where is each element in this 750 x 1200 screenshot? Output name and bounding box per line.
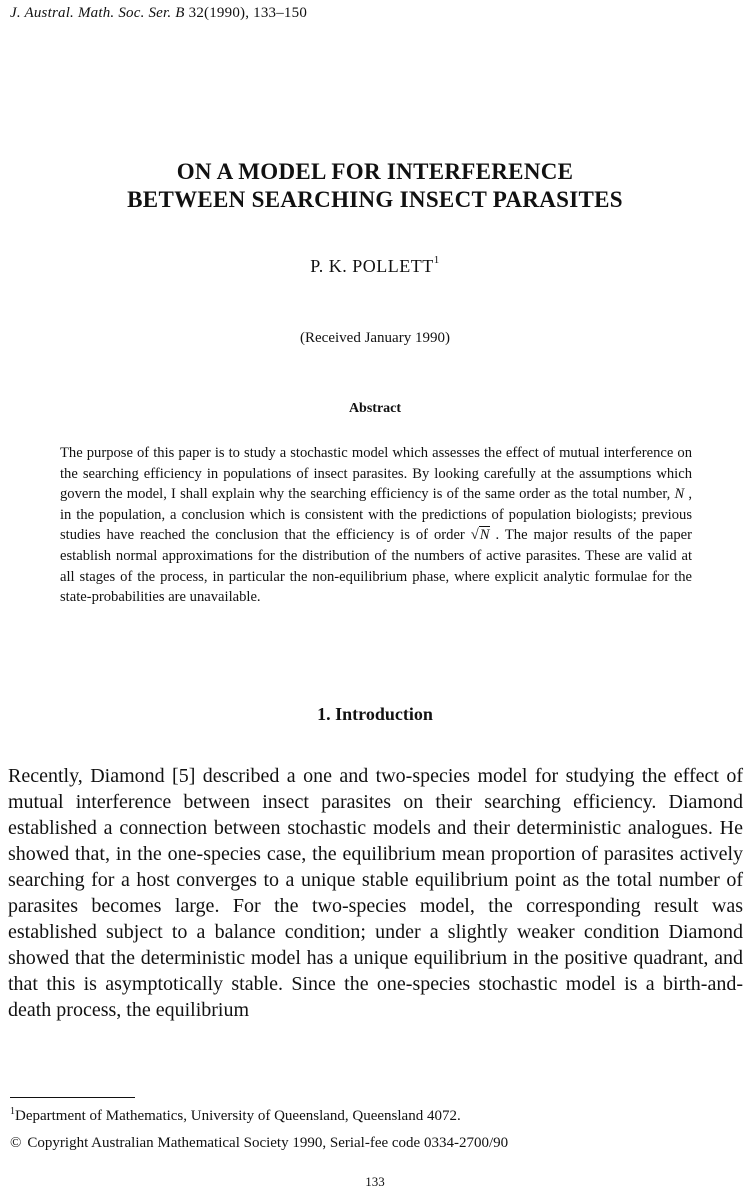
paper-title (0, 158, 750, 214)
sqrt-n-expression (471, 525, 490, 546)
sqrt-argument: N (479, 527, 490, 544)
sqrt-sign: √ (470, 527, 479, 544)
copyright-text: Copyright Australian Mathematical Society 1990, Serial-fee code 0334-2700/90 (27, 1135, 509, 1151)
abstract-part-2: , in the population, a conclusion which is consistent with the predictions of population biologists; previous studies have reached the conclusion that the efficiency is of order (60, 486, 693, 544)
footnote-text: Department of Mathematics, University of Queensland, Queensland 4072. (15, 1108, 461, 1124)
abstract-part-3: . The major results of the paper establish normal approximations for the distribution of the numbers of active parasites. These are valid at all stages of the process, in particular the non-equilibrium phase, where explicit analytic formulae for the state-probabilities are unavailable. (60, 527, 692, 606)
journal-volume-pages: 32(1990), 133–150 (184, 5, 308, 21)
paper-title-line-2: BETWEEN SEARCHING INSECT PARASITES (127, 187, 623, 212)
abstract-text (60, 443, 692, 608)
footnote-affiliation (10, 1106, 461, 1125)
introduction-paragraph: Recently, Diamond [5] described a one and two-species model for studying the effect of mutual interference between insect parasites on their searching efficiency. Diamond established a connection between stochastic models and their deterministic analogues. He showed that, in the one-species case, the equilibrium mean proportion of parasites actively searching for a host converges to a unique stable equilibrium point as the total number of parasites becomes large. For the two-species model, the corresponding result was established subject to a balance condition; under a slightly weaker condition Diamond showed that the deterministic model has a unique equilibrium in the positive quadrant, and that this is asymptotically stable. Since the one-species stochastic model is a birth-and-death process, the equilibrium (8, 765, 743, 1021)
footnote-mark: 1 (10, 1106, 15, 1117)
section-heading-introduction: 1. Introduction (317, 704, 433, 724)
copyright-icon: © (10, 1135, 22, 1151)
abstract-symbol-n: N (674, 486, 685, 503)
author-name: P. K. POLLETT (310, 256, 434, 276)
paper-title-line-1: ON A MODEL FOR INTERFERENCE (176, 159, 574, 184)
journal-abbrev: J. Austral. Math. Soc. Ser. B (10, 5, 185, 21)
page-number: 133 (365, 1174, 385, 1189)
abstract-part-1: The purpose of this paper is to study a stochastic model which assesses the effect of mutual interference on the searching efficiency in populations of insect parasites. By looking carefully at the assumptions which govern the model, I shall explain why the searching efficiency is of the same order as the total number, (60, 445, 692, 503)
author-footnote-mark: 1 (433, 254, 440, 266)
footnote-divider (10, 1097, 135, 1098)
journal-citation (10, 5, 307, 22)
abstract-heading: Abstract (348, 401, 402, 416)
copyright-line (10, 1135, 508, 1152)
author-line (0, 254, 750, 277)
received-date: (Received January 1990) (300, 330, 450, 346)
